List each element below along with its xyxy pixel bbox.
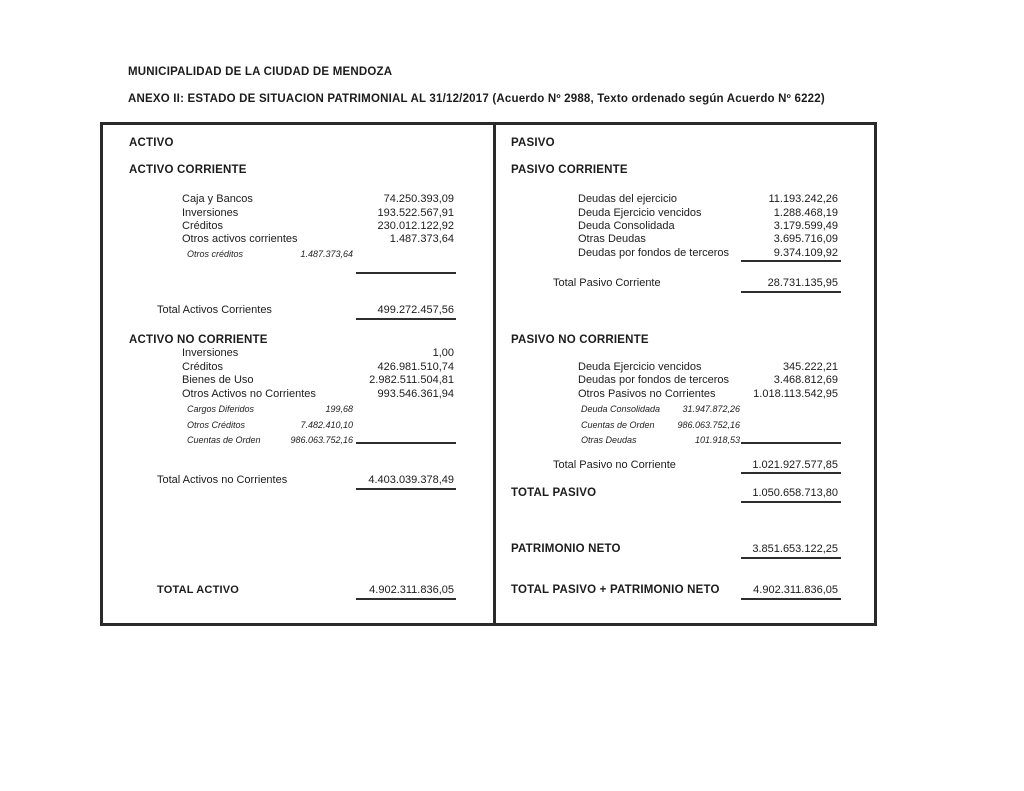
row-label: Inversiones [182,347,239,359]
row-value: 11.193.242,26 [768,193,838,205]
total-activo-label: TOTAL ACTIVO [157,584,240,596]
detail-row-label: Cargos Diferidos [187,404,255,414]
row-value: 1.288.468,19 [773,207,838,219]
sum-rule [741,442,841,444]
row-label: Bienes de Uso [182,374,254,386]
detail-row-label: Deuda Consolidada [581,404,661,414]
subtotal-value: 1.021.927.577,85 [752,459,838,471]
row-label: Deudas por fondos de terceros [578,247,730,259]
patrimonio-neto-label: PATRIMONIO NETO [511,543,621,555]
row-label: Créditos [182,361,223,373]
activo-no-corriente-heading: ACTIVO NO CORRIENTE [129,334,268,346]
patrimonio-neto-value: 3.851.653.122,25 [752,543,838,555]
total-rule [356,598,456,600]
subtotal-label: Total Activos no Corrientes [157,474,288,486]
detail-row-label: Otros créditos [187,249,244,259]
row-label: Créditos [182,220,223,232]
doc-title: ANEXO II: ESTADO DE SITUACION PATRIMONIAL AL 31/12/2017 (Acuerdo Nº 2988, Texto ordenado según Acuerdo Nº 6222) [128,93,825,105]
row-value: 9.374.109,92 [773,247,838,259]
row-value: 993.546.361,94 [377,388,454,400]
total-pasivo-label: TOTAL PASIVO [511,487,597,499]
total-pasivo-pn-value: 4.902.311.836,05 [753,584,838,596]
total-rule [741,501,841,503]
row-label: Otras Deudas [578,233,646,245]
pasivo-heading: PASIVO [511,137,555,149]
total-activo-value: 4.902.311.836,05 [369,584,454,596]
row-value: 345.222,21 [782,361,838,373]
detail-row-label: Cuentas de Orden [581,420,655,430]
sum-rule [741,260,841,262]
detail-row-label: Cuentas de Orden [187,435,261,445]
sum-rule [356,442,456,444]
subtotal-label: Total Pasivo no Corriente [553,459,676,471]
row-value: 74.250.393,09 [383,193,454,205]
row-label: Deudas por fondos de terceros [578,374,730,386]
column-divider [493,122,496,626]
row-value: 2.982.511.504,81 [369,374,454,386]
subtotal-value: 28.731.135,95 [767,277,838,289]
detail-row-value: 1.487.373,64 [300,249,353,259]
sum-rule [356,272,456,274]
row-label: Otros Activos no Corrientes [182,388,316,400]
total-rule [741,598,841,600]
detail-row-label: Otros Créditos [187,420,246,430]
row-value: 3.179.599,49 [773,220,838,232]
detail-row-label: Otras Deudas [581,435,637,445]
total-rule [741,291,841,293]
total-rule [741,472,841,474]
row-label: Otros Pasivos no Corrientes [578,388,716,400]
total-pasivo-pn-label: TOTAL PASIVO + PATRIMONIO NETO [511,584,720,596]
total-rule [356,318,456,320]
subtotal-value: 4.403.039.378,49 [368,474,454,486]
row-label: Deuda Consolidada [578,220,675,232]
row-value: 1,00 [432,347,454,359]
activo-corriente-heading: ACTIVO CORRIENTE [129,164,247,176]
total-pasivo-value: 1.050.658.713,80 [752,487,838,499]
total-rule [741,557,841,559]
total-rule [356,488,456,490]
row-label: Inversiones [182,207,239,219]
row-value: 3.468.812,69 [773,374,838,386]
row-label: Otros activos corrientes [182,233,298,245]
row-value: 1.487.373,64 [389,233,454,245]
row-label: Deuda Ejercicio vencidos [578,361,702,373]
row-label: Deudas del ejercicio [578,193,678,205]
subtotal-label: Total Activos Corrientes [157,304,272,316]
row-label: Deuda Ejercicio vencidos [578,207,702,219]
detail-row-value: 31.947.872,26 [682,404,740,414]
row-value: 193.522.567,91 [377,207,454,219]
row-value: 3.695.716,09 [773,233,838,245]
detail-row-value: 7.482.410,10 [300,420,353,430]
detail-row-value: 986.063.752,16 [677,420,740,430]
row-value: 426.981.510,74 [377,361,454,373]
org-title: MUNICIPALIDAD DE LA CIUDAD DE MENDOZA [128,66,393,78]
pasivo-no-corriente-heading: PASIVO NO CORRIENTE [511,334,649,346]
activo-heading: ACTIVO [129,137,174,149]
detail-row-value: 986.063.752,16 [290,435,353,445]
row-value: 230.012.122,92 [377,220,454,232]
detail-row-value: 199,68 [325,404,353,414]
subtotal-value: 499.272.457,56 [377,304,454,316]
detail-row-value: 101.918,53 [694,435,740,445]
pasivo-corriente-heading: PASIVO CORRIENTE [511,164,628,176]
subtotal-label: Total Pasivo Corriente [553,277,661,289]
row-label: Caja y Bancos [182,193,253,205]
row-value: 1.018.113.542,95 [753,388,838,400]
